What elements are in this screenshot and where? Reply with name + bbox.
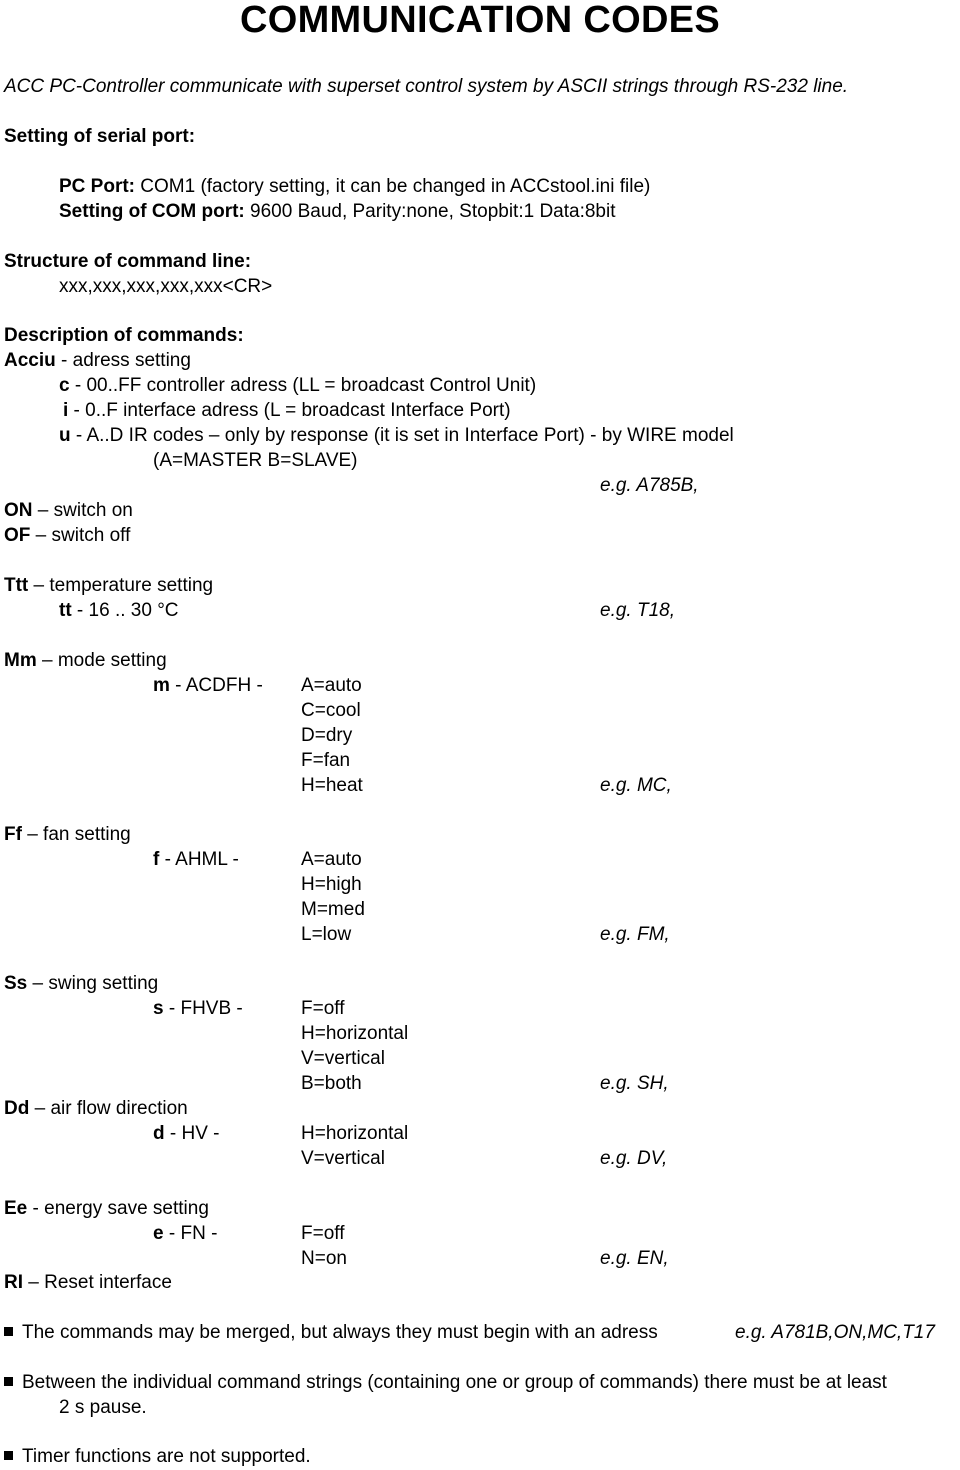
- temp-range: tt - 16 .. 30 °C: [59, 600, 179, 621]
- of-line: OF – switch off: [4, 525, 131, 546]
- airflow-example: e.g. DV,: [600, 1148, 668, 1169]
- mode-option: F=fan: [301, 750, 351, 771]
- fan-option: M=med: [301, 899, 365, 920]
- page-title: COMMUNICATION CODES: [240, 0, 720, 41]
- acciu-example: e.g. A785B,: [600, 475, 699, 496]
- structure-heading: Structure of command line:: [4, 251, 252, 272]
- airflow-option: V=vertical: [301, 1148, 385, 1169]
- serial-heading: Setting of serial port:: [4, 126, 196, 147]
- swing-codes: s - FHVB -: [153, 998, 243, 1019]
- acciu-line: Acciu - adress setting: [4, 350, 191, 371]
- note-merge-example: e.g. A781B,ON,MC,T17: [735, 1322, 935, 1343]
- swing-option: V=vertical: [301, 1048, 385, 1069]
- on-line: ON – switch on: [4, 500, 133, 521]
- fan-option: A=auto: [301, 849, 362, 870]
- reset-line: RI – Reset interface: [4, 1272, 172, 1293]
- fan-option: L=low: [301, 924, 352, 945]
- mode-option: D=dry: [301, 725, 353, 746]
- energy-example: e.g. EN,: [600, 1248, 669, 1269]
- com-port-line: Setting of COM port: 9600 Baud, Parity:none, Stopbit:1 Data:8bit: [59, 201, 616, 222]
- swing-option: B=both: [301, 1073, 362, 1094]
- note-pause-continued: 2 s pause.: [59, 1397, 147, 1418]
- temp-example: e.g. T18,: [600, 600, 675, 621]
- mode-line: Mm – mode setting: [4, 650, 167, 671]
- structure-value: xxx,xxx,xxx,xxx,xxx<CR>: [59, 276, 273, 297]
- note-pause: Between the individual command strings (containing one or group of commands) there must be at least: [4, 1370, 887, 1395]
- bullet-icon: [4, 1327, 13, 1336]
- i-line: i - 0..F interface adress (L = broadcast Interface Port): [63, 400, 511, 421]
- swing-option: H=horizontal: [301, 1023, 409, 1044]
- fan-codes: f - AHML -: [153, 849, 239, 870]
- mode-example: e.g. MC,: [600, 775, 672, 796]
- mode-option: C=cool: [301, 700, 361, 721]
- u-line: u - A..D IR codes – only by response (it is set in Interface Port) - by WIRE model: [59, 425, 734, 446]
- swing-option: F=off: [301, 998, 345, 1019]
- airflow-codes: d - HV -: [153, 1123, 220, 1144]
- mode-option: H=heat: [301, 775, 363, 796]
- mode-codes: m - ACDFH -: [153, 675, 263, 696]
- energy-option: F=off: [301, 1223, 345, 1244]
- c-line: c - 00..FF controller adress (LL = broadcast Control Unit): [59, 375, 537, 396]
- u-line-continued: (A=MASTER B=SLAVE): [153, 450, 358, 471]
- bullet-icon: [4, 1377, 13, 1386]
- energy-codes: e - FN -: [153, 1223, 218, 1244]
- energy-option: N=on: [301, 1248, 347, 1269]
- mode-option: A=auto: [301, 675, 362, 696]
- description-heading: Description of commands:: [4, 325, 244, 346]
- airflow-line: Dd – air flow direction: [4, 1098, 188, 1119]
- pc-port-line: PC Port: COM1 (factory setting, it can be changed in ACCstool.ini file): [59, 176, 651, 197]
- fan-line: Ff – fan setting: [4, 824, 131, 845]
- swing-line: Ss – swing setting: [4, 973, 159, 994]
- swing-example: e.g. SH,: [600, 1073, 669, 1094]
- bullet-icon: [4, 1451, 13, 1460]
- temp-line: Ttt – temperature setting: [4, 575, 214, 596]
- note-merge: The commands may be merged, but always they must begin with an adress: [4, 1320, 658, 1345]
- fan-example: e.g. FM,: [600, 924, 670, 945]
- intro-text: ACC PC-Controller communicate with superset control system by ASCII strings through RS-232 line.: [4, 76, 849, 97]
- fan-option: H=high: [301, 874, 362, 895]
- note-timer: Timer functions are not supported.: [4, 1444, 311, 1469]
- airflow-option: H=horizontal: [301, 1123, 409, 1144]
- energy-line: Ee - energy save setting: [4, 1198, 209, 1219]
